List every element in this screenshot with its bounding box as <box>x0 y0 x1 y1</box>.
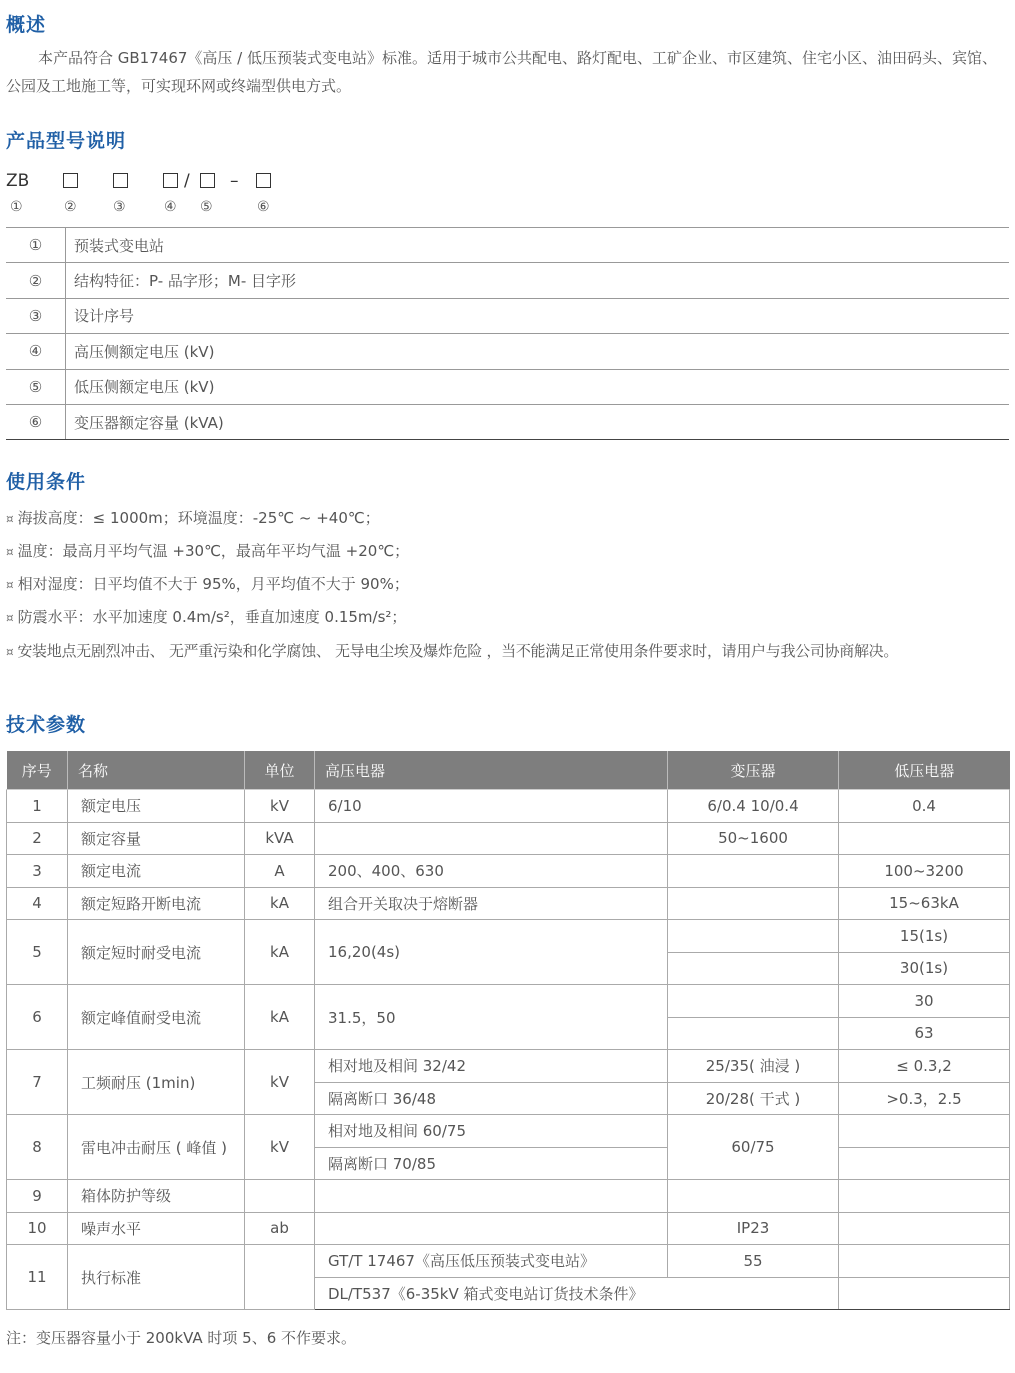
header-lv: 低压电器 <box>839 751 1010 790</box>
condition-item-seismic: ¤ 防震水平：水平加速度 0.4m/s²，垂直加速度 0.15m/s²； <box>6 608 407 626</box>
cell-name: 执行标准 <box>68 1245 245 1310</box>
cell-unit: A <box>245 855 315 888</box>
cell-transformer <box>668 887 839 920</box>
cell-hv: 相对地及相间 32/42 <box>315 1050 668 1083</box>
cell-hv <box>315 1180 668 1213</box>
cell-transformer <box>668 1017 839 1050</box>
definition-num: ② <box>6 263 66 298</box>
marker-1: ① <box>10 199 23 215</box>
cell-seq: 11 <box>7 1245 68 1310</box>
cell-unit: kVA <box>245 822 315 855</box>
footnote: 注：变压器容量小于 200kVA 时项 5、6 不作要求。 <box>6 1329 357 1347</box>
cell-lv: >0.3，2.5 <box>839 1082 1010 1115</box>
cell-hv: 组合开关取决于熔断器 <box>315 887 668 920</box>
marker-4: ④ <box>164 199 177 215</box>
cell-lv <box>839 1147 1010 1180</box>
cell-name: 雷电冲击耐压 ( 峰值 ) <box>68 1115 245 1180</box>
cell-transformer: 50~1600 <box>668 822 839 855</box>
definition-num: ⑥ <box>6 404 66 439</box>
table-row <box>7 1180 1010 1213</box>
cell-lv <box>839 1212 1010 1245</box>
table-row <box>7 985 1010 1018</box>
cell-seq: 3 <box>7 855 68 888</box>
definition-text: 预装式变电站 <box>66 228 1010 263</box>
model-slash: / <box>184 171 190 191</box>
cell-unit: kV <box>245 790 315 823</box>
cell-lv <box>839 822 1010 855</box>
marker-6: ⑥ <box>257 199 270 215</box>
table-row <box>7 790 1010 823</box>
table-row <box>7 1212 1010 1245</box>
table-row <box>7 1050 1010 1083</box>
definition-row <box>6 404 1009 439</box>
cell-seq: 2 <box>7 822 68 855</box>
cell-name: 噪声水平 <box>68 1212 245 1245</box>
model-prefix: ZB <box>6 171 30 191</box>
model-definition-table <box>6 227 1009 440</box>
cell-transformer <box>668 985 839 1018</box>
condition-item-temperature: ¤ 温度：最高月平均气温 +30℃，最高年平均气温 +20℃； <box>6 542 410 560</box>
cell-name: 额定容量 <box>68 822 245 855</box>
cell-hv <box>315 822 668 855</box>
marker-2: ② <box>64 199 77 215</box>
cell-hv: 16,20(4s) <box>315 920 668 985</box>
table-row <box>7 1115 1010 1148</box>
marker-5: ⑤ <box>200 199 213 215</box>
definition-num: ⑤ <box>6 369 66 404</box>
definition-num: ③ <box>6 298 66 333</box>
bullet-icon: ¤ <box>6 578 14 592</box>
cell-hv: GT/T 17467《高压低压预装式变电站》 <box>315 1245 668 1278</box>
cell-lv: 100~3200 <box>839 855 1010 888</box>
cell-hv: 200、400、630 <box>315 855 668 888</box>
cell-unit: kA <box>245 985 315 1050</box>
cell-seq: 9 <box>7 1180 68 1213</box>
condition-item-altitude: ¤ 海拔高度：≤ 1000m；环境温度：-25℃ ~ +40℃； <box>6 509 380 527</box>
definition-text: 设计序号 <box>66 298 1010 333</box>
conditions-heading: 使用条件 <box>6 471 87 493</box>
header-transformer: 变压器 <box>668 751 839 790</box>
cell-name: 额定短路开断电流 <box>68 887 245 920</box>
tech-heading: 技术参数 <box>6 714 87 736</box>
cell-lv: 63 <box>839 1017 1010 1050</box>
cell-name: 箱体防护等级 <box>68 1180 245 1213</box>
cell-hv: 6/10 <box>315 790 668 823</box>
cell-seq: 7 <box>7 1050 68 1115</box>
cell-lv: 15~63kA <box>839 887 1010 920</box>
definition-num: ④ <box>6 334 66 369</box>
cell-seq: 8 <box>7 1115 68 1180</box>
definition-row <box>6 334 1009 369</box>
definition-text: 变压器额定容量 (kVA) <box>66 404 1010 439</box>
cell-lv: 30(1s) <box>839 952 1010 985</box>
definition-text: 高压侧额定电压 (kV) <box>66 334 1010 369</box>
bullet-icon: ¤ <box>6 512 14 526</box>
definition-text: 结构特征：P- 品字形；M- 目字形 <box>66 263 1010 298</box>
cell-unit: kA <box>245 887 315 920</box>
cell-hv: DL/T537《6-35kV 箱式变电站订货技术条件》 <box>315 1277 839 1310</box>
cell-transformer <box>668 855 839 888</box>
cell-name: 额定电流 <box>68 855 245 888</box>
definition-row <box>6 263 1009 298</box>
placeholder-box-4 <box>163 173 178 188</box>
cell-lv: 0.4 <box>839 790 1010 823</box>
cell-seq: 10 <box>7 1212 68 1245</box>
cell-transformer: 60/75 <box>668 1115 839 1180</box>
cell-seq: 5 <box>7 920 68 985</box>
cell-hv: 31.5，50 <box>315 985 668 1050</box>
header-name: 名称 <box>68 751 245 790</box>
placeholder-box-3 <box>113 173 128 188</box>
condition-item-site: ¤ 安装地点无剧烈冲击、 无严重污染和化学腐蚀、 无导电尘埃及爆炸危险 ，当不能满足正常使用条件要求时，请用户与我公司协商解决。 <box>6 642 899 660</box>
definition-row <box>6 228 1009 263</box>
cell-lv <box>839 1115 1010 1148</box>
placeholder-box-5 <box>200 173 215 188</box>
model-heading: 产品型号说明 <box>6 130 127 152</box>
cell-seq: 4 <box>7 887 68 920</box>
cell-name: 额定短时耐受电流 <box>68 920 245 985</box>
cell-lv <box>839 1180 1010 1213</box>
cell-unit <box>245 1245 315 1310</box>
definition-num: ① <box>6 228 66 263</box>
cell-name: 额定电压 <box>68 790 245 823</box>
placeholder-box-6 <box>256 173 271 188</box>
cell-name: 额定峰值耐受电流 <box>68 985 245 1050</box>
overview-text: 本产品符合 GB17467《高压 / 低压预装式变电站》标准。适用于城市公共配电、路灯配电、工矿企业、市区建筑、住宅小区、油田码头、宾馆、公园及工地施工等，可实现环网或终端型供电方式。 <box>6 49 997 95</box>
header-seq: 序号 <box>7 751 68 790</box>
cell-transformer: 6/0.4 10/0.4 <box>668 790 839 823</box>
header-hv: 高压电器 <box>315 751 668 790</box>
table-row <box>7 822 1010 855</box>
condition-item-humidity: ¤ 相对湿度：日平均值不大于 95%，月平均值不大于 90%； <box>6 575 409 593</box>
cell-lv <box>839 1277 1010 1310</box>
cell-transformer <box>668 952 839 985</box>
cell-hv <box>315 1212 668 1245</box>
tech-params-table <box>6 751 1010 1310</box>
cell-unit: kV <box>245 1115 315 1180</box>
cell-name: 工频耐压 (1min) <box>68 1050 245 1115</box>
cell-unit <box>245 1180 315 1213</box>
table-row <box>7 920 1010 953</box>
table-row <box>7 1245 1010 1278</box>
definition-text: 低压侧额定电压 (kV) <box>66 369 1010 404</box>
cell-seq: 6 <box>7 985 68 1050</box>
cell-unit: ab <box>245 1212 315 1245</box>
table-row <box>7 855 1010 888</box>
bullet-icon: ¤ <box>6 545 14 559</box>
bullet-icon: ¤ <box>6 645 14 659</box>
table-header-row <box>7 751 1010 790</box>
cell-lv: 15(1s) <box>839 920 1010 953</box>
cell-unit: kV <box>245 1050 315 1115</box>
cell-transformer <box>668 1180 839 1213</box>
overview-heading: 概述 <box>6 14 47 36</box>
definition-row <box>6 298 1009 333</box>
bullet-icon: ¤ <box>6 611 14 625</box>
placeholder-box-2 <box>63 173 78 188</box>
cell-transformer <box>668 920 839 953</box>
cell-transformer: 55 <box>668 1245 839 1278</box>
cell-transformer: 20/28( 干式 ) <box>668 1082 839 1115</box>
model-dash: – <box>230 171 239 191</box>
cell-transformer: 25/35( 油浸 ) <box>668 1050 839 1083</box>
cell-unit: kA <box>245 920 315 985</box>
definition-row <box>6 369 1009 404</box>
cell-transformer: IP23 <box>668 1212 839 1245</box>
cell-lv <box>839 1245 1010 1278</box>
cell-lv: ≤ 0.3,2 <box>839 1050 1010 1083</box>
cell-hv: 隔离断口 70/85 <box>315 1147 668 1180</box>
marker-3: ③ <box>113 199 126 215</box>
table-row <box>7 887 1010 920</box>
cell-hv: 隔离断口 36/48 <box>315 1082 668 1115</box>
cell-seq: 1 <box>7 790 68 823</box>
header-unit: 单位 <box>245 751 315 790</box>
cell-lv: 30 <box>839 985 1010 1018</box>
cell-hv: 相对地及相间 60/75 <box>315 1115 668 1148</box>
